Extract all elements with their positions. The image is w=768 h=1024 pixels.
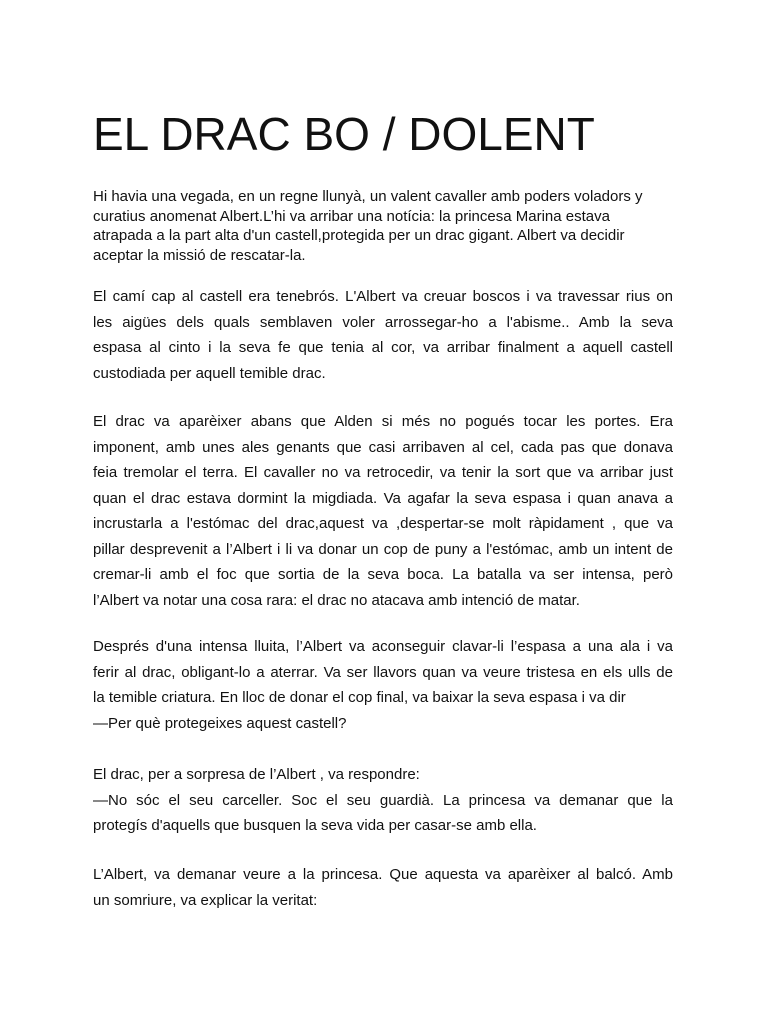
paragraph-line: un somriure, va explicar la veritat: — [93, 891, 318, 909]
paragraph-line: imponent, amb unes ales genants que casi arribaven al cel, cada pas que donava — [93, 438, 673, 456]
paragraph-line: feia tremolar el terra. El cavaller no va retrocedir, va tenir la sort que va arribar just — [93, 464, 673, 481]
paragraph-1 — [93, 187, 673, 265]
paragraph-line: Després d'una intensa lluita, l’Albert va aconseguir clavar-li l’espasa a una ala i va — [93, 638, 673, 655]
paragraph-line: atrapada a la part alta d'un castell,protegida per un drac gigant. Albert va decidir — [93, 227, 625, 244]
paragraph-2 — [93, 284, 673, 386]
paragraph-line: ferir al drac, obligant-lo a aterrar. Va ser llavors quan va veure tristesa en els ulls de — [93, 663, 673, 681]
paragraph-line: espasa al cinto i la seva fe que tenia al cor, va arribar finalment a aquell castell — [93, 339, 673, 356]
paragraph-line: El camí cap al castell era tenebrós. L'Albert va creuar boscos i va travessar rius on — [93, 288, 673, 305]
paragraph-line: la temible criatura. En lloc de donar el cop final, va baixar la seva espasa i va dir — [93, 689, 626, 706]
paragraph-line: l’Albert va notar una cosa rara: el drac no atacava amb intenció de matar. — [93, 591, 580, 609]
paragraph-line: cremar-li amb el foc que sortia de la seva boca. La batalla va ser intensa, però — [93, 566, 673, 583]
paragraph-line: —No sóc el seu carceller. Soc el seu guardià. La princesa va demanar que la — [93, 791, 673, 809]
document-title: EL DRAC BO / DOLENT — [93, 108, 595, 160]
paragraph-line: pillar desprevenit a l’Albert i li va donar un cop de puny a l'estómac, amb un intent de — [93, 540, 673, 558]
paragraph-line: —Per què protegeixes aquest castell? — [93, 714, 347, 732]
paragraph-line: El drac va aparèixer abans que Alden si més no pogués tocar les portes. Era — [93, 413, 673, 430]
paragraph-6 — [93, 862, 673, 913]
paragraph-5 — [93, 762, 673, 839]
paragraph-line: aceptar la missió de rescatar-la. — [93, 246, 306, 264]
paragraph-line: L’Albert, va demanar veure a la princesa. Que aquesta va aparèixer al balcó. Amb — [93, 866, 673, 883]
paragraph-4 — [93, 634, 673, 736]
paragraph-line: custodiada per aquell temible drac. — [93, 364, 326, 382]
paragraph-3 — [93, 409, 673, 613]
paragraph-line: Hi havia una vegada, en un regne llunyà, un valent cavaller amb poders voladors y — [93, 188, 643, 205]
document-page — [93, 0, 673, 1024]
paragraph-line: El drac, per a sorpresa de l’Albert , va respondre: — [93, 766, 420, 783]
paragraph-line: protegís d'aquells que busquen la seva vida per casar-se amb ella. — [93, 817, 537, 834]
paragraph-line: quan el drac estava dormint la migdiada. Va agafar la seva espasa i quan anava a — [93, 489, 673, 507]
paragraph-line: incrustarla a l'estómac del drac,aquest va ,despertar-se molt ràpidament , que va — [93, 515, 673, 532]
paragraph-line: curatius anomenat Albert.L’hi va arribar una notícia: la princesa Marina estava — [93, 207, 610, 225]
paragraph-line: les aigües dels quals semblaven voler arrossegar-ho a l'abisme.. Amb la seva — [93, 313, 673, 331]
